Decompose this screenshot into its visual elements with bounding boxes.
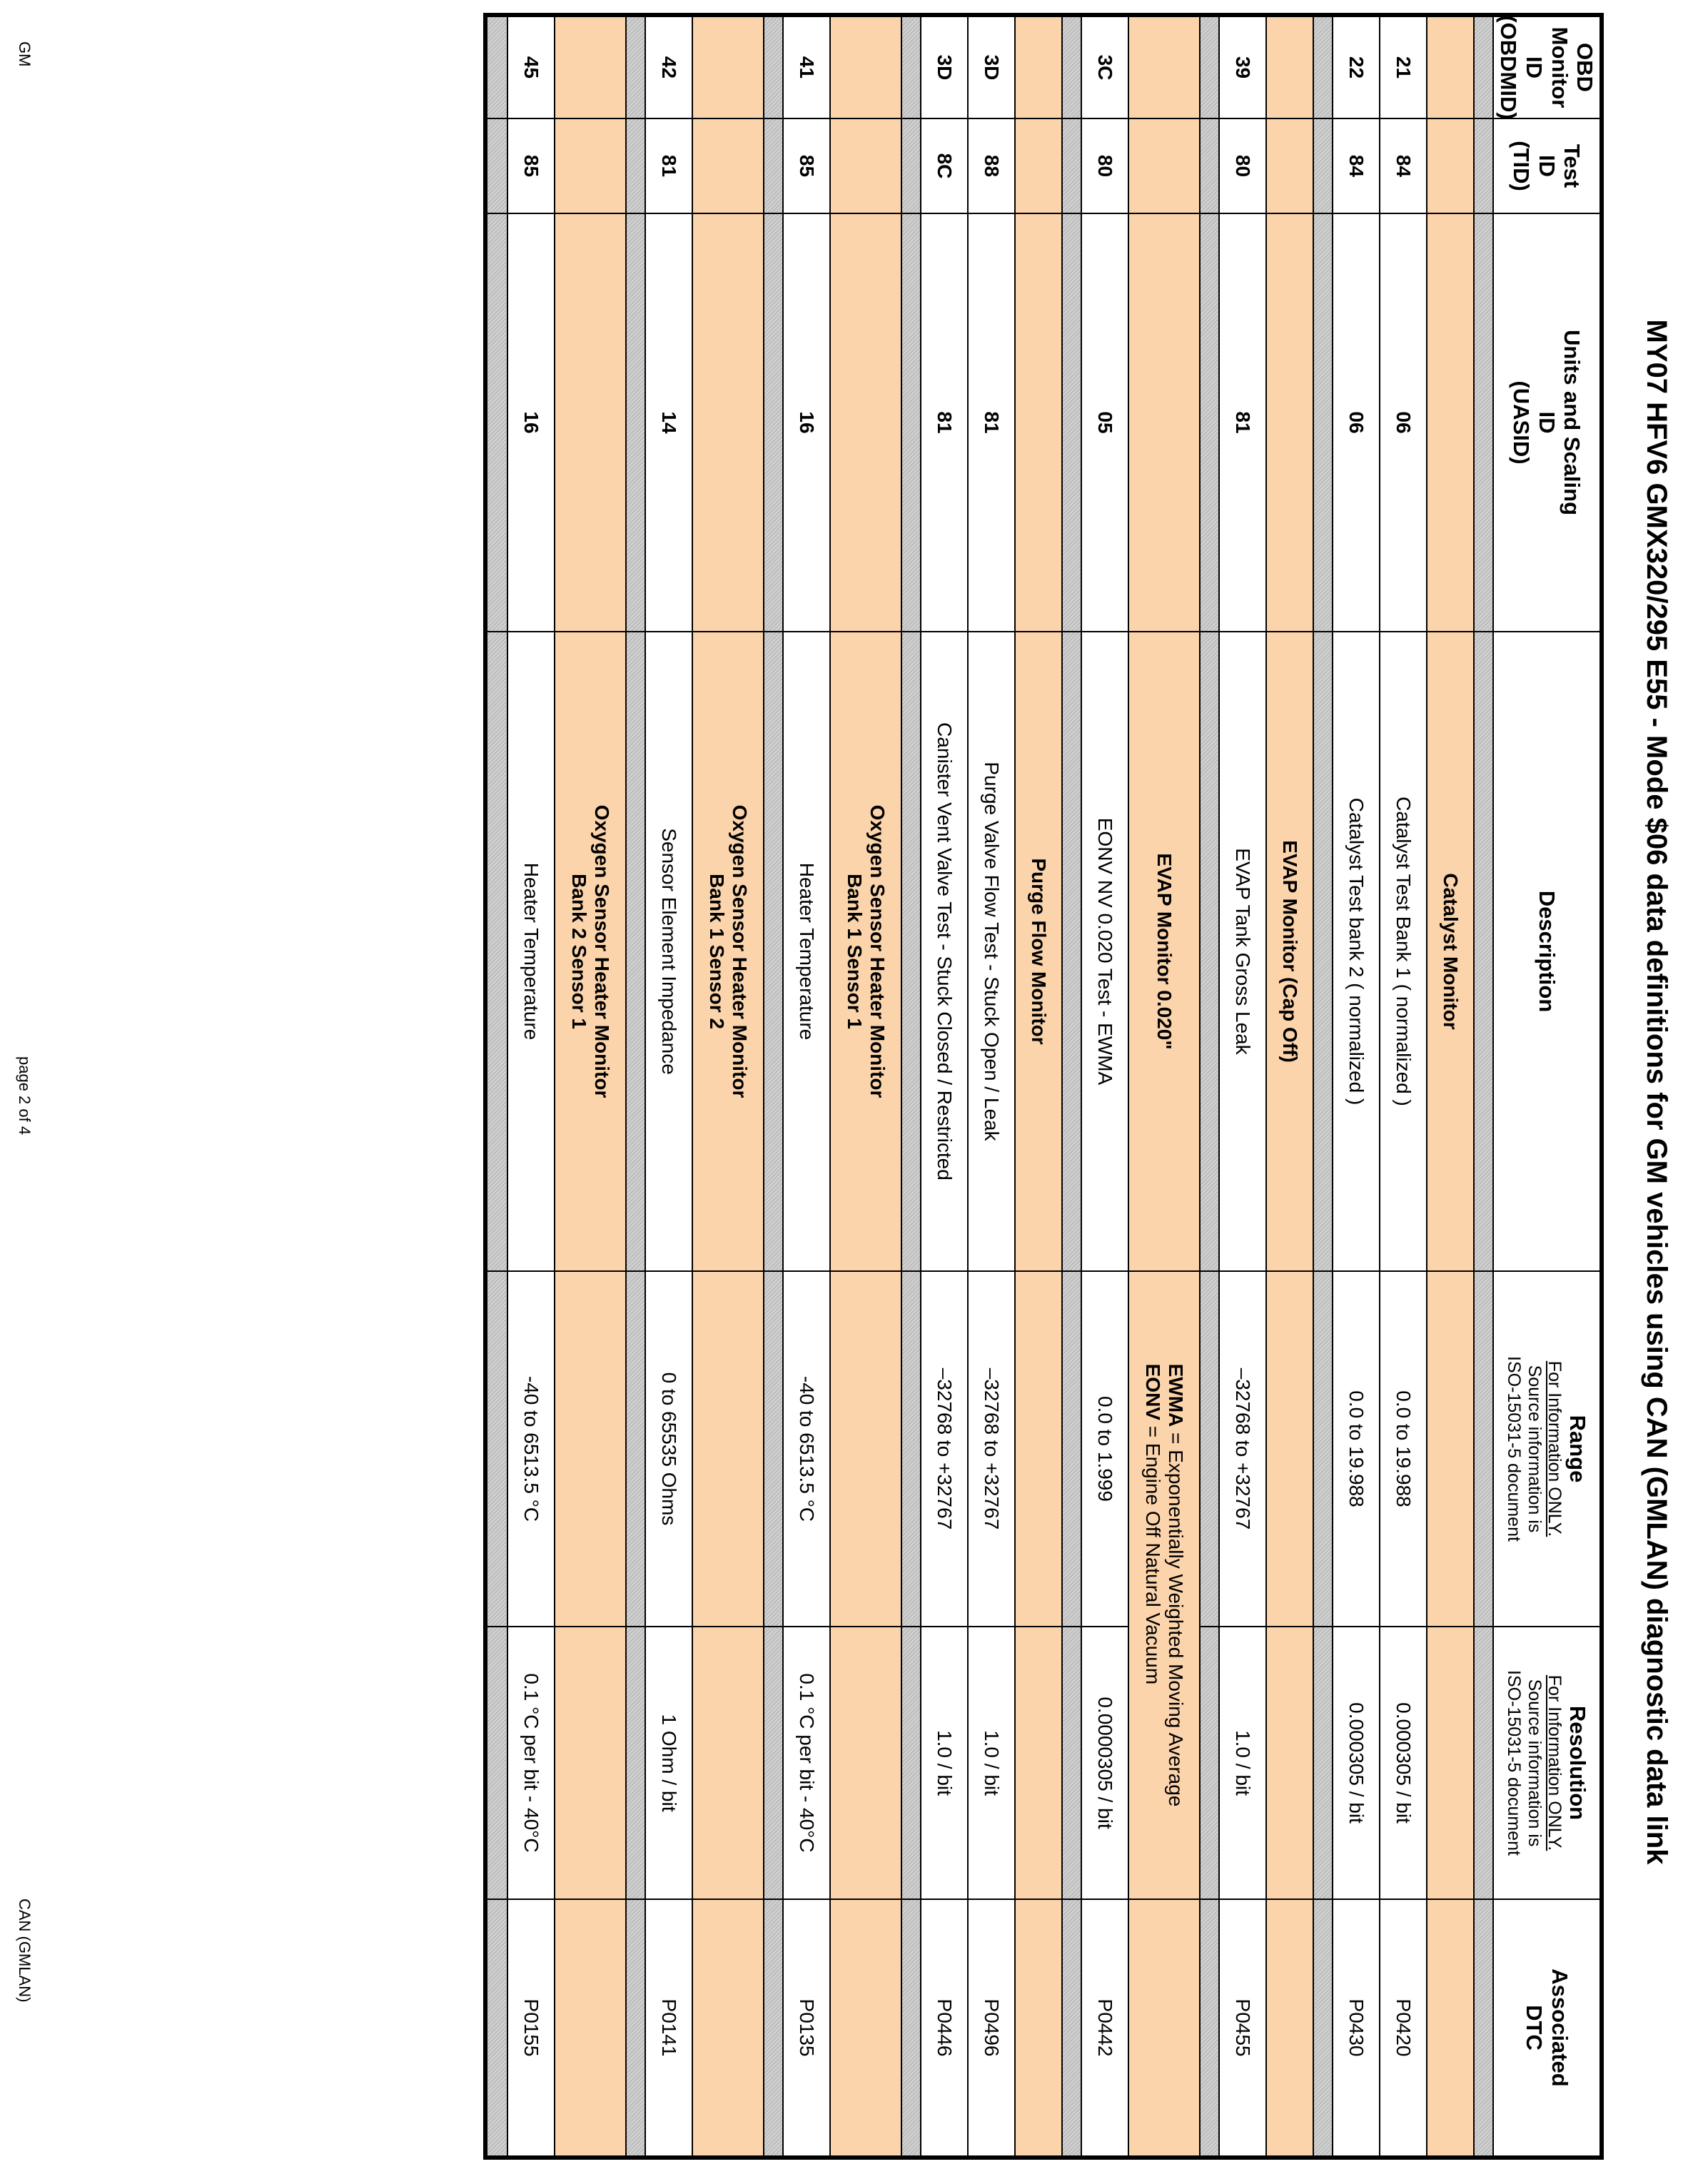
- header-uasid: Units and Scaling ID (UASID): [1494, 214, 1599, 632]
- mode06-table: [483, 13, 1604, 2160]
- table-row: 45 85 16 Heater Temperature -40 to 6513.5 °C 0.1 °C per bit - 40°C P0155: [507, 17, 554, 2155]
- separator-row: [901, 17, 920, 2155]
- separator-row: [1061, 17, 1081, 2155]
- evap-abbreviation-note: EWMA = Exponentially Weighted Moving Average EONV = Engine Off Natural Vacuum: [1129, 1272, 1199, 1900]
- section-title: Oxygen Sensor Heater Monitor Bank 2 Sensor 1: [555, 632, 625, 1272]
- header-range: Range For Information ONLY. Source information is ISO-15031-5 document: [1494, 1272, 1599, 1627]
- section-title: Purge Flow Monitor: [1016, 632, 1061, 1272]
- section-row-catalyst: [1426, 17, 1473, 2155]
- table-row: 39 80 81 EVAP Tank Gross Leak –32768 to +32767 1.0 / bit P0455: [1218, 17, 1265, 2155]
- footer-right: CAN (GMLAN): [16, 1899, 34, 2003]
- separator-row: [1473, 17, 1492, 2155]
- header-description: Description: [1494, 632, 1599, 1272]
- section-row-purge-flow: [1014, 17, 1061, 2155]
- footer-left: GM: [16, 41, 34, 67]
- table-row: 42 81 14 Sensor Element Impedance 0 to 65535 Ohms 1 Ohm / bit P0141: [645, 17, 692, 2155]
- header-obdmid: OBD Monitor ID (OBDMID): [1494, 17, 1599, 119]
- section-title: Oxygen Sensor Heater Monitor Bank 1 Sensor 2: [693, 632, 763, 1272]
- header-tid: Test ID (TID): [1494, 119, 1599, 214]
- header-dtc: Associated DTC: [1522, 1968, 1572, 2087]
- table-row: 21 84 06 Catalyst Test Bank 1 ( normalized ) 0.0 to 19.988 0.000305 / bit P0420: [1379, 17, 1426, 2155]
- section-title: Oxygen Sensor Heater Monitor Bank 1 Sensor 1: [831, 632, 901, 1272]
- page-title: MY07 HFV6 GMX320/295 E55 - Mode $06 data definitions for GM vehicles using CAN (GMLAN) diagnostic data link: [1641, 319, 1672, 1865]
- section-title: EVAP Monitor (Cap Off): [1267, 632, 1313, 1272]
- section-title: EVAP Monitor 0.020": [1129, 632, 1199, 1272]
- header-resolution: Resolution For Information ONLY. Source information is ISO-15031-5 document: [1494, 1627, 1599, 1900]
- table-row: 22 84 06 Catalyst Test bank 2 ( normalized ) 0.0 to 19.988 0.000305 / bit P0430: [1332, 17, 1379, 2155]
- table-row: 41 85 16 Heater Temperature -40 to 6513.5 °C 0.1 °C per bit - 40°C P0135: [782, 17, 829, 2155]
- separator-row: [763, 17, 782, 2155]
- section-row-evap-cap-off: [1265, 17, 1313, 2155]
- section-row-o2-heater-b2s1: [554, 17, 625, 2155]
- table-row: 3C 80 05 EONV NV 0.020 Test - EWMA 0.0 to 1.999 0.0000305 / bit P0442: [1081, 17, 1128, 2155]
- section-row-o2-heater-b1s2: [692, 17, 763, 2155]
- footer-page-number: page 2 of 4: [16, 1056, 34, 1136]
- table-row: 3D 88 81 Purge Valve Flow Test - Stuck Open / Leak –32768 to +32767 1.0 / bit P0496: [967, 17, 1014, 2155]
- section-row-evap-020: [1128, 17, 1199, 2155]
- table-row: 3D 8C 81 Canister Vent Valve Test - Stuck Closed / Restricted –32768 to +32767 1.0 / bit P0446: [920, 17, 967, 2155]
- separator-row: [1199, 17, 1218, 2155]
- separator-row: [1313, 17, 1332, 2155]
- table-header-row: [1492, 17, 1599, 2155]
- separator-row: [487, 17, 507, 2155]
- section-row-o2-heater-b1s1: [829, 17, 901, 2155]
- separator-row: [625, 17, 645, 2155]
- section-title: Catalyst Monitor: [1427, 632, 1473, 1272]
